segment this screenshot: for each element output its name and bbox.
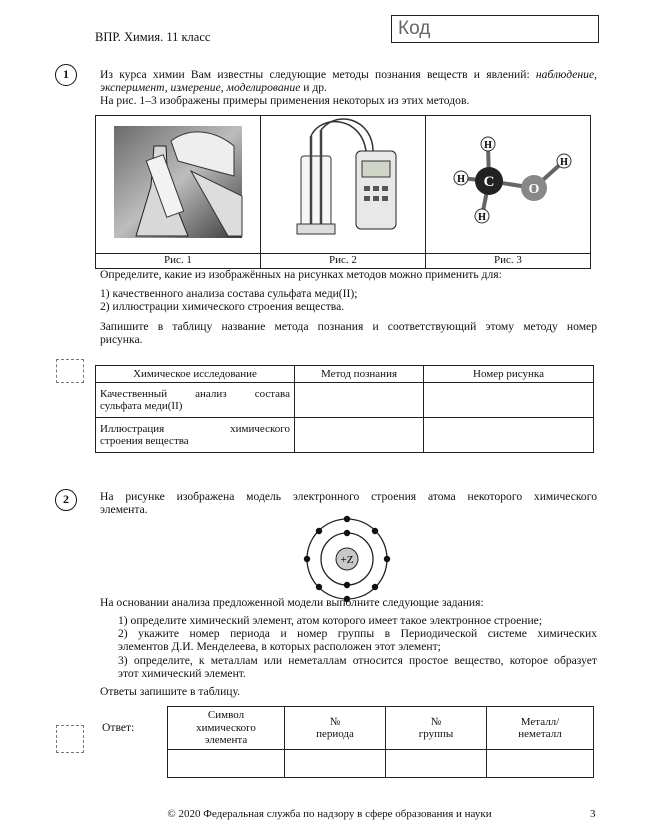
table-row: [168, 750, 594, 778]
answer-header-group-line-1: №: [430, 715, 442, 728]
hydrogen-atom-label-4: H: [560, 157, 568, 168]
figure-2-cell: [261, 116, 426, 254]
answer-header-group-line-2: группы: [418, 728, 454, 740]
table-row: [96, 418, 594, 453]
task-2-intro-line-2: элемента.: [100, 503, 148, 517]
figure-3-caption: Рис. 3: [426, 253, 591, 268]
task-1-item-1: 1) качественного анализа состава сульфата меди(II);: [100, 287, 358, 301]
oxygen-atom-label: O: [528, 182, 540, 197]
answer-header-group: [386, 707, 487, 750]
task-2-analysis-intro: На основании анализа предложенной модели выполните следующие задания:: [100, 596, 484, 609]
task-1-intro-line-3: На рис. 1–3 изображены примеры применения некоторых из этих методов.: [100, 94, 470, 108]
task-2-item-2: 2) укажите номер периода и номер группы в Периодической системе химических: [118, 627, 597, 641]
task-1-intro-line-2: эксперимент, измерение, моделирование и др.: [100, 81, 327, 95]
answer-header-period: [285, 707, 386, 750]
answer-header-symbol-line-2: химического: [196, 721, 256, 734]
figure-1-cell: [96, 116, 261, 254]
task-1-row-1-method-cell[interactable]: [295, 383, 424, 418]
figure-3-cell: [426, 116, 591, 254]
answer-header-symbol: [168, 707, 285, 750]
figure-1-caption: Рис. 1: [96, 253, 261, 268]
task-2-item-2-cont: элементов Д.И. Менделеева, в которых расположен этот элемент;: [118, 640, 441, 654]
task-2-items: [118, 614, 597, 680]
task-2-intro: [100, 490, 597, 516]
task-2-answer-instruction: Ответы запишите в таблицу.: [100, 685, 241, 698]
task-1-answer-table: [95, 365, 594, 453]
table-row: [96, 383, 594, 418]
task-1-row-2-label: [96, 418, 295, 453]
task-2-intro-line-1: На рисунке изображена модель электронного строения атома некоторого химического: [100, 490, 597, 503]
lab-observation-photo: [96, 116, 260, 249]
task-1-question-text: Определите, какие из изображённых на рисунках методов можно применить для:: [100, 268, 502, 281]
row-2-label-line-2: строения вещества: [100, 435, 189, 447]
task-1-instruction-line-1: Запишите в таблицу название метода познания и соответствующий этому методу номер: [100, 319, 597, 333]
task-2-item-3-cont: этот химический элемент.: [118, 666, 246, 680]
page-number: 3: [590, 808, 596, 820]
task-1-row-2-method-cell[interactable]: [295, 418, 424, 453]
answer-header-metal-line-1: Металл/: [520, 715, 560, 728]
footer-copyright: © 2020 Федеральная служба по надзору в сфере образования и науки: [167, 808, 492, 820]
answer-header-metal-line-2: неметалл: [518, 728, 562, 740]
hydrogen-atom-label-3: H: [478, 212, 486, 223]
task-1-row-1-label: [96, 383, 295, 418]
row-1-label-line-1: Качественный анализ состава: [100, 387, 290, 400]
task-1-header-study: Химическое исследование: [96, 366, 295, 383]
figures-table: [95, 115, 591, 269]
task-1-intro: [100, 68, 597, 108]
task-1-item-2: 2) иллюстрации химического строения вещества.: [100, 300, 345, 314]
task-2-item-3: 3) определите, к металлам или неметаллам относится простое вещество, которое образует: [118, 653, 597, 667]
task-1-header-figure-number: Номер рисунка: [424, 366, 594, 383]
answer-cell-group[interactable]: [386, 750, 487, 778]
atom-model-diagram: [302, 514, 392, 604]
answer-cell-metal[interactable]: [487, 750, 594, 778]
task-1-instruction-line-2: рисунка.: [100, 332, 143, 346]
task-1-intro-line-1: Из курса химии Вам известны следующие методы познания веществ и явлений: наблюдение,: [100, 68, 597, 81]
task-2-number: 2: [55, 489, 77, 511]
figure-2-caption: Рис. 2: [261, 253, 426, 268]
hydrogen-atom-label-2: H: [457, 174, 465, 185]
task-1-question: [100, 268, 597, 346]
task-1-row-2-figure-cell[interactable]: [424, 418, 594, 453]
hydrogen-atom-label-1: H: [484, 140, 492, 151]
answer-header-symbol-line-1: Символ: [207, 709, 245, 722]
page-header-title: ВПР. Химия. 11 класс: [95, 30, 211, 44]
task-1-number: 1: [55, 64, 77, 86]
answer-header-metal: [487, 707, 594, 750]
task-1-score-box[interactable]: [56, 359, 84, 383]
answer-cell-period[interactable]: [285, 750, 386, 778]
carbon-atom-label: C: [483, 174, 495, 190]
task-2-item-1: 1) определите химический элемент, атом которого имеет такое электронное строение;: [118, 614, 543, 627]
task-1-row-1-figure-cell[interactable]: [424, 383, 594, 418]
measurement-device-image: [261, 116, 425, 249]
answer-header-period-line-1: №: [329, 715, 341, 728]
task-2-score-box[interactable]: [56, 725, 84, 753]
answer-cell-symbol[interactable]: [168, 750, 285, 778]
row-2-label-line-1: Иллюстрация химического: [100, 422, 290, 435]
answer-label: Ответ:: [102, 721, 135, 734]
answer-header-symbol-line-3: элемента: [204, 734, 248, 747]
code-label: Код: [398, 18, 431, 39]
task-2-answer-table: [167, 706, 594, 778]
task-1-header-method: Метод познания: [295, 366, 424, 383]
code-field[interactable]: [391, 15, 599, 43]
methanol-molecule-model: [426, 116, 590, 249]
nucleus-label: +Z: [340, 554, 354, 566]
answer-header-period-line-2: периода: [316, 728, 354, 740]
row-1-label-line-2: сульфата меди(II): [100, 400, 183, 412]
